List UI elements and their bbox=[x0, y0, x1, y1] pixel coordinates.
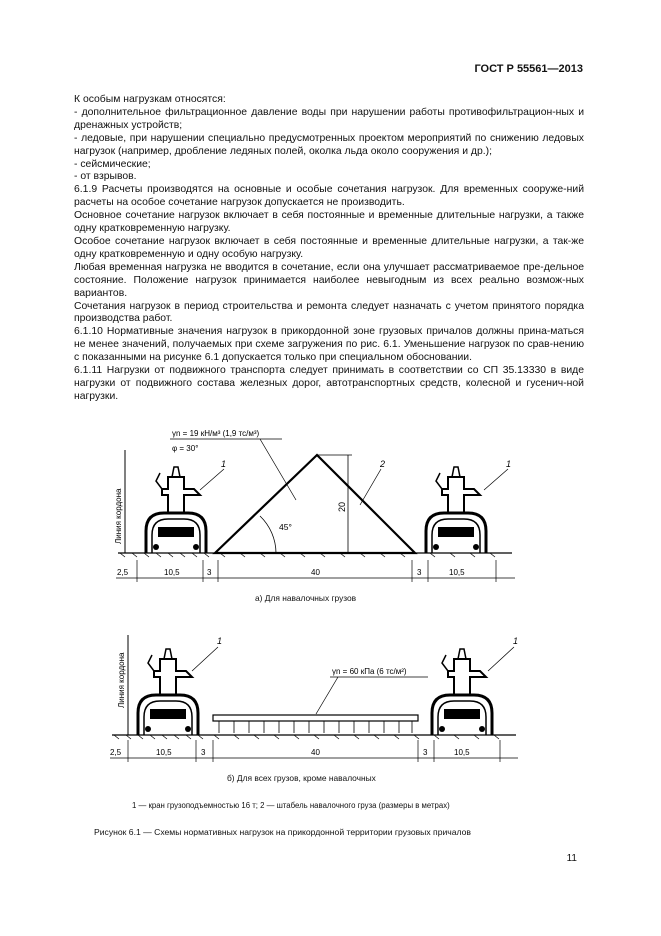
paragraph: Основное сочетание нагрузок включает в себя постоянные и временные длительные нагрузки, а также одну кратковременную нагрузку. bbox=[74, 210, 584, 235]
crane-right bbox=[426, 467, 486, 553]
paragraph: - дополнительное фильтрационное давление воды при нарушении работы противофильтрацион-ных и дренажных устройств; bbox=[74, 106, 584, 131]
dim-label: 3 bbox=[423, 748, 428, 757]
dim-label: 40 bbox=[311, 748, 320, 757]
figure-legend: 1 — кран грузоподъемностью 16 т; 2 — штабель навалочного груза (размеры в метрах) bbox=[132, 801, 450, 810]
figure-b-caption: б) Для всех грузов, кроме навалочных bbox=[227, 773, 376, 783]
dim-label: 2,5 bbox=[117, 568, 129, 577]
figure-a bbox=[114, 429, 515, 582]
paragraph: К особым нагрузкам относятся: bbox=[74, 94, 226, 105]
figure-title: Рисунок 6.1 — Схемы нормативных нагрузок на прикордонной территории грузовых причалов bbox=[94, 827, 471, 837]
paragraph: 6.1.11 Нагрузки от подвижного транспорта следует принимать в соответствии со СП 35.13330 в виде нагрузки от подвижного состава железных дорог, автотранспортных средств, колесной и гусенич-ной нагрузки. bbox=[74, 365, 584, 402]
load-label: γn = 19 кН/м³ (1,9 тс/м³) bbox=[172, 429, 260, 438]
paragraph: Сочетания нагрузок в период строительства и ремонта следует назначать с учетом принятого порядка производства работ. bbox=[74, 300, 584, 325]
paragraph: Любая временная нагрузка не вводится в сочетание, если она улучшает рассматриваемое пре-дельное состояние. Положение нагрузок принимается наиболее невыгодным из всех реально возмож-ных вариантов. bbox=[74, 261, 584, 299]
dim-label: 10,5 bbox=[449, 568, 465, 577]
quay-edge-label: Линия кордона bbox=[114, 488, 123, 544]
crane-right bbox=[432, 649, 492, 735]
load-leader bbox=[316, 677, 338, 714]
page-number: 11 bbox=[566, 853, 577, 864]
quay-edge-label: Линия кордона bbox=[117, 652, 126, 708]
load-arrows bbox=[219, 721, 412, 733]
cargo-pile bbox=[215, 455, 415, 553]
paragraph: Особое сочетание нагрузок включает в себя постоянные и временные длительные нагрузки, а так-же одну кратковременную и одну особую нагрузку. bbox=[74, 235, 584, 260]
dimension-row bbox=[116, 560, 515, 582]
phi-label: φ = 30° bbox=[172, 444, 199, 453]
load-leader bbox=[260, 439, 296, 500]
angle-arc bbox=[260, 516, 276, 553]
callout-2: 2 bbox=[380, 459, 386, 469]
dim-label: 10,5 bbox=[164, 568, 180, 577]
dim-label: 40 bbox=[311, 568, 320, 577]
dim-label: 10,5 bbox=[454, 748, 470, 757]
paragraph: - ледовые, при нарушении специально предусмотренных проектом мероприятий по снижению ледовых нагрузок (например, дробление ледяных полей, околка льда около сооружения и др.); bbox=[74, 132, 584, 157]
paragraph: - сейсмические; bbox=[74, 158, 151, 170]
dim-label: 10,5 bbox=[156, 748, 172, 757]
callout-1: 1 bbox=[217, 636, 223, 646]
document-header: ГОСТ Р 55561—2013 bbox=[474, 63, 583, 75]
distributed-load bbox=[213, 715, 418, 721]
dim-label: 3 bbox=[417, 568, 422, 577]
dimension-row bbox=[110, 740, 518, 762]
load-label: γn = 60 кПа (6 тс/м²) bbox=[332, 667, 407, 676]
figure-a-caption: а) Для навалочных грузов bbox=[255, 593, 357, 603]
crane-left bbox=[146, 467, 206, 553]
paragraph: - от взрывов. bbox=[74, 171, 137, 183]
dim-label: 3 bbox=[201, 748, 206, 757]
callout-1: 1 bbox=[221, 459, 227, 469]
height-label: 20 bbox=[337, 501, 347, 512]
paragraph: 6.1.9 Расчеты производятся на основные и особые сочетания нагрузок. Для временных сооруже-ний расчеты на особое сочетание нагрузок допускается не производить. bbox=[74, 184, 584, 209]
dim-label: 3 bbox=[207, 568, 212, 577]
callout-1-right: 1 bbox=[506, 459, 512, 469]
crane-left bbox=[138, 649, 198, 735]
angle-label: 45° bbox=[279, 522, 292, 532]
figure-b bbox=[110, 635, 518, 762]
dim-label: 2,5 bbox=[110, 748, 122, 757]
callout-1-right: 1 bbox=[513, 636, 519, 646]
paragraph: 6.1.10 Нормативные значения нагрузок в прикордонной зоне грузовых причалов должны прина-маться не менее значений, получаемых при схеме загружения по рис. 6.1. Уменьшение нагрузок по срав-нению с показанными на рисунке 6.1 допускается только при специальном обосновании. bbox=[74, 326, 584, 364]
